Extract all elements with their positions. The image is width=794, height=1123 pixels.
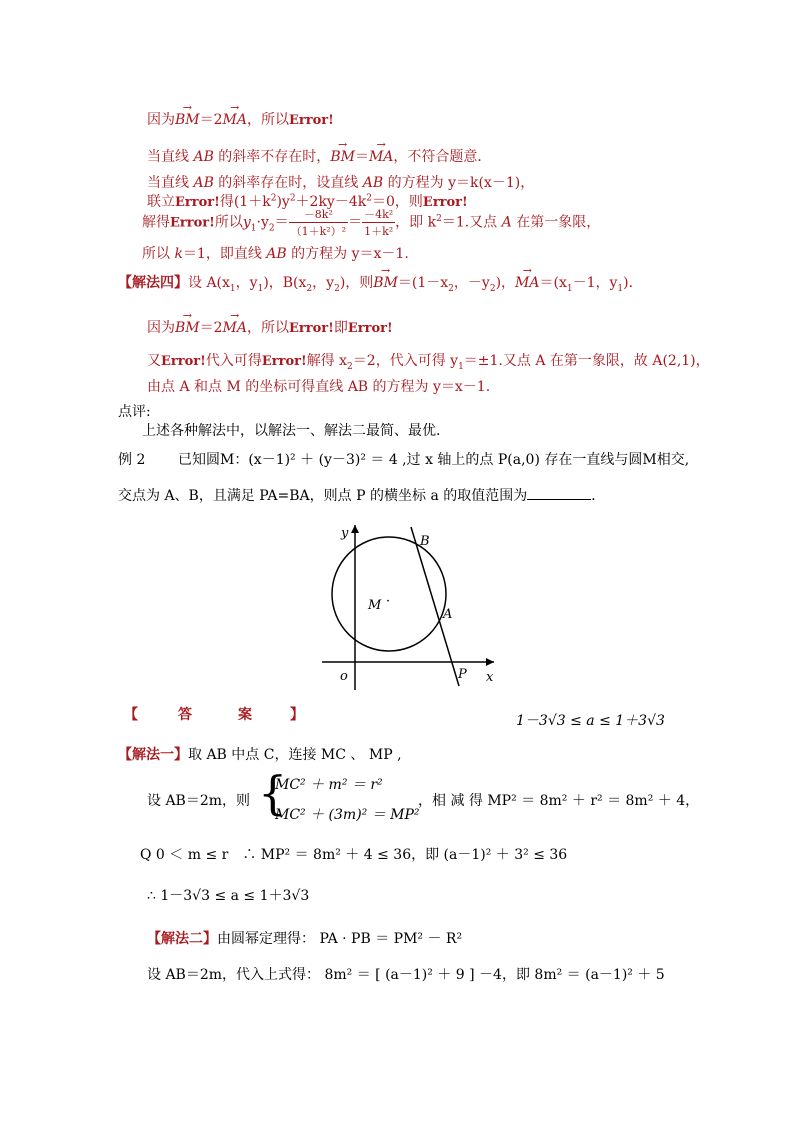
text: 即 [333, 320, 348, 336]
subscript: 2 [489, 283, 496, 294]
text: AB [266, 246, 287, 262]
superscript: 2 [270, 193, 277, 204]
text: ＝2 [199, 320, 223, 336]
vector-ma: → MA [223, 320, 247, 336]
numerator: －8k² [289, 206, 348, 223]
text: －1，y [572, 275, 618, 291]
subscript: 2 [448, 283, 454, 294]
example-label: 例 2 [118, 452, 146, 468]
text: ，－y [453, 275, 490, 291]
text: ，不符合题意． [393, 149, 492, 165]
text: y [242, 214, 251, 231]
line-8 [147, 317, 393, 337]
line-7 [118, 272, 643, 294]
text: ，y [312, 275, 335, 291]
numerator: －4k² [364, 208, 394, 221]
text: 的方程为 [286, 246, 352, 262]
text: 因为 [147, 112, 175, 128]
text: ＝(1－x [397, 275, 449, 291]
vector-ma: → MA [515, 275, 539, 291]
subscript: 2 [268, 223, 275, 234]
text: 联立 [147, 194, 175, 210]
answer-blank [527, 487, 591, 500]
text: 由点 A 和点 M 的坐标可得直线 AB 的方程为 y＝x－1. [147, 379, 491, 395]
answer-label-1: 答 [178, 707, 192, 723]
text: ＝±1.又点 A 在第一象限，故 A(2,1)， [463, 353, 710, 369]
system-eq-1: MC² ＋ m² ＝ r² [275, 777, 383, 793]
text: )． [623, 275, 643, 291]
answer-bracket-right: 】 [290, 707, 304, 723]
label-p: P [458, 667, 467, 682]
section-tag: 【解法一】 [118, 747, 188, 763]
label-m: M [368, 598, 382, 613]
subscript: 2 [347, 361, 353, 372]
text: AB [193, 149, 214, 165]
example-line-2 [118, 485, 605, 505]
answer-label-2: 案 [238, 707, 252, 723]
text: A [501, 214, 512, 231]
label-x: x [486, 670, 494, 685]
solution-1-line-1 [118, 744, 402, 764]
text: 的斜率不存在时， [213, 149, 331, 165]
subscript: 1 [229, 283, 236, 294]
text: 所以 [142, 246, 175, 262]
vector-ma: → MA [223, 112, 247, 128]
line-6 [142, 243, 409, 263]
subscript: 2 [334, 283, 340, 294]
text: 由圆幂定理得： PA · PB ＝ PM² － R² [217, 931, 463, 947]
line-2 [147, 146, 491, 166]
text: ＝ [348, 214, 363, 231]
denominator: 1＋k² [364, 225, 394, 238]
text: ＝2 [199, 112, 223, 128]
error-marker: Error! [422, 195, 468, 210]
text: )，则 [339, 275, 374, 291]
line-1 [147, 109, 334, 129]
y-axis-arrow [351, 525, 359, 533]
label-y: y [341, 526, 349, 541]
answer-bracket-left: 【 [124, 707, 138, 723]
label-b: B [420, 534, 430, 549]
text: ＝ [354, 149, 369, 165]
system-brace: { [258, 766, 288, 820]
solution-1-inequality: Q 0 ＜ m ≤ r ∴ MP² ＝ 8m² ＋ 4 ≤ 36，即 (a－1)² ＋ 3² ≤ 36 [140, 847, 568, 863]
label-a: A [443, 607, 453, 622]
fraction-2 [362, 206, 395, 239]
vector-ma: → MA [369, 149, 393, 165]
text: ·y [256, 214, 269, 231]
denominator: （1＋k²）² [290, 225, 347, 238]
subscript: 1 [566, 283, 573, 294]
error-marker: Error! [161, 354, 206, 369]
error-marker: Error! [170, 215, 215, 231]
error-marker: Error! [261, 354, 307, 369]
subscript: 1 [250, 223, 257, 234]
text: ＝2，代入可得 y [352, 353, 459, 369]
label-o: o [340, 669, 348, 684]
fraction-1 [289, 206, 348, 239]
subscript: 1 [257, 283, 264, 294]
vector-bm: → BM [330, 149, 355, 165]
system-eq-2: MC² ＋ (3m)² ＝ MP² [275, 807, 420, 823]
text: ＝1.又点 [441, 214, 502, 231]
text: 在第一象限， [511, 214, 601, 231]
text: )， [495, 275, 516, 291]
text: )y [276, 194, 290, 210]
line-9 [147, 350, 710, 372]
vector-bm: → BM [373, 275, 398, 291]
text: ． [591, 488, 606, 504]
subscript: 1 [617, 283, 624, 294]
text: ＝(x [539, 275, 567, 291]
line-5 [142, 206, 600, 239]
subscript: 1 [458, 361, 464, 372]
text: 得(1＋k [219, 194, 271, 210]
text: ＝1，即直线 [182, 246, 267, 262]
equation: y＝x－1. [351, 246, 409, 262]
text: 解得 [142, 214, 170, 231]
text: 取 AB 中点 C，连接 MC 、 MP , [188, 747, 402, 763]
text: ＋2ky－4k [295, 194, 367, 210]
line-10 [147, 376, 490, 396]
text: ＝0，则 [371, 194, 423, 210]
vector-bm: → BM [175, 320, 200, 336]
solution-1-subtract: ，相 减 得 MP² ＝ 8m² ＋ r² ＝ 8m² ＋ 4， [418, 793, 700, 809]
text: 代入可得 [205, 353, 262, 369]
error-marker: Error! [175, 195, 220, 210]
geometry-figure [318, 520, 503, 690]
text: ，y [235, 275, 258, 291]
section-tag: 【解法四】 [118, 275, 188, 291]
x-axis-arrow [486, 658, 494, 666]
solution-1-result: ∴ 1－3√3 ≤ a ≤ 1＋3√3 [147, 888, 310, 904]
text: 当直线 [147, 149, 194, 165]
text: 因为 [147, 320, 175, 336]
superscript: 2 [289, 193, 296, 204]
text: 解得 x [306, 353, 348, 369]
text: 当直线 [147, 175, 194, 191]
text: 的方程为 [383, 175, 449, 191]
superscript: 2 [366, 193, 372, 204]
superscript: 2 [436, 213, 442, 224]
solution-2-line-1 [147, 928, 462, 948]
line-3 [147, 172, 534, 192]
comment-body: 上述各种解法中，以解法一、解法二最简、最优. [142, 423, 441, 439]
text: )，B(x [263, 275, 307, 291]
error-marker: Error! [289, 113, 334, 128]
solution-2-line-2: 设 AB＝2m，代入上式得： 8m² ＝ [ (a－1)² ＋ 9 ] －4，即 8m² ＝ (a－1)² ＋ 5 [147, 967, 665, 983]
text: 的斜率存在时，设直线 [213, 175, 363, 191]
text: ，所以 [247, 320, 289, 336]
text: 所以 [214, 214, 243, 231]
error-marker: Error! [289, 321, 334, 336]
vector-bm: → BM [175, 112, 200, 128]
section-tag: 【解法二】 [147, 931, 217, 947]
center-dot: · [386, 594, 391, 609]
error-marker: Error! [347, 321, 393, 336]
text: ，即 k [395, 214, 437, 231]
text: ，所以 [247, 112, 289, 128]
text: 交点为 A、B，且满足 PA=BA，则点 P 的横坐标 a 的取值范围为 [118, 488, 528, 504]
text: AB [362, 175, 384, 191]
comment-title: 点评: [118, 404, 151, 420]
answer-value: 1－3√3 ≤ a ≤ 1＋3√3 [516, 713, 665, 729]
text: ＝ [274, 214, 289, 231]
text: 设 A(x [188, 275, 230, 291]
subscript: 2 [306, 283, 313, 294]
text: 又 [147, 353, 161, 369]
example-text: 已知圆M：(x－1)² ＋ (y－3)² ＝ 4 ,过 x 轴上的点 P(a,0) 存在一直线与圆M相交, [178, 452, 690, 468]
equation: y＝k(x－1)， [448, 175, 535, 191]
text: AB [193, 175, 214, 191]
text: k [174, 246, 183, 262]
solution-1-set: 设 AB＝2m，则 [147, 793, 251, 809]
